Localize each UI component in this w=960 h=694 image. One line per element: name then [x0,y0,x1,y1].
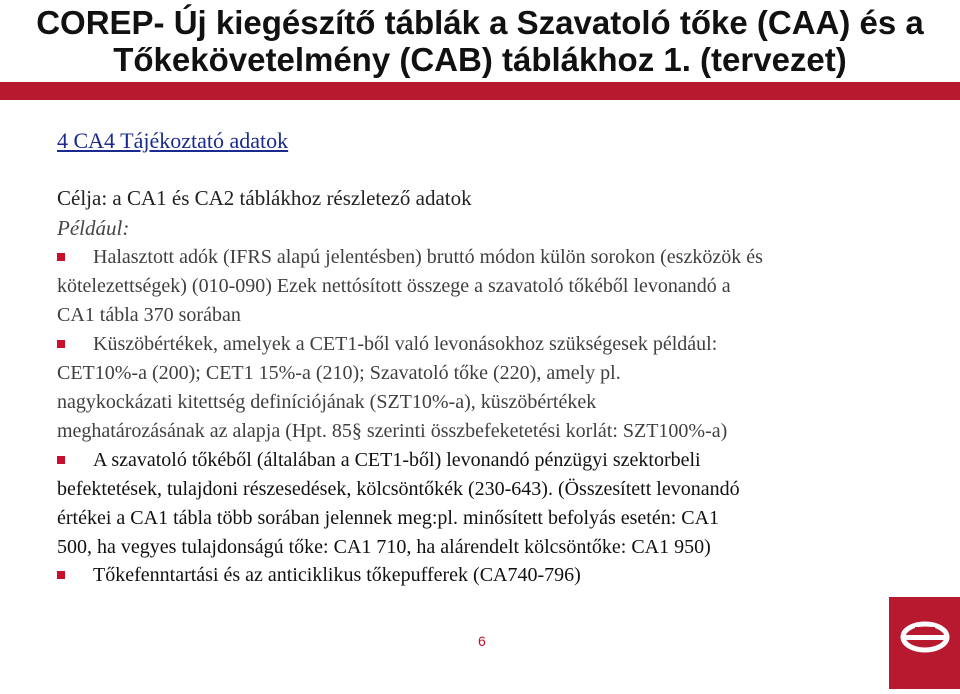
bullet-line: Halasztott adók (IFRS alapú jelentésben) bruttó módon külön sorokon (eszközök és [93,246,763,268]
slide-title [0,4,960,78]
bullet-line: CET10%-a (200); CET1 15%-a (210); Szavatoló tőke (220), amely pl. [57,362,621,384]
bullet-item-thresholds [57,330,937,446]
bullet-line: meghatározásának az alapja (Hpt. 85§ szerinti összbefeketetési korlát: SZT100%-a) [57,420,728,442]
bullet-line: kötelezettségek) (010-090) Ezek nettósított összege a szavatoló tőkéből levonandó a [57,275,731,297]
purpose-text: Célja: a CA1 és CA2 táblákhoz részletező adatok [57,186,472,210]
slide-title-line-2: Tőkekövetelmény (CAB) táblákhoz 1. (tervezet) [113,41,847,78]
institution-logo [889,597,960,689]
bullet-line: 500, ha vegyes tulajdonságú tőke: CA1 710, ha alárendelt kölcsöntőke: CA1 950) [57,536,711,558]
bullet-line: Küszöbértékek, amelyek a CET1-ből való levonásokhoz szükségesek például: [93,333,718,355]
title-divider-bar [0,82,960,100]
logo-mark-icon [889,597,960,689]
square-bullet-icon [57,571,65,579]
bullet-line: értékei a CA1 tábla több sorában jelennek meg:pl. minősített befolyás esetén: CA1 [57,507,720,529]
bullet-item-deferred-taxes [57,243,937,330]
bullet-item-capital-buffers [57,561,937,590]
square-bullet-icon [57,340,65,348]
bullet-line: nagykockázati kitettség definíciójának (SZT10%-a), küszöbértékek [57,391,597,413]
page-number: 6 [478,633,486,649]
bullet-line: befektetések, tulajdoni részesedések, kölcsöntőkék (230-643). (Összesített levonandó [57,478,740,500]
bullet-line: A szavatoló tőkéből (általában a CET1-ből) levonandó pénzügyi szektorbeli [93,449,701,471]
bullet-line: Tőkefenntartási és az anticiklikus tőkepufferek (CA740-796) [93,564,581,586]
bullet-item-financial-investments [57,446,937,562]
square-bullet-icon [57,456,65,464]
example-label: Például: [57,216,130,240]
bullet-line: CA1 tábla 370 sorában [57,304,241,326]
slide-title-line-1: COREP- Új kiegészítő táblák a Szavatoló tőke (CAA) és a [36,4,924,41]
square-bullet-icon [57,253,65,261]
section-link[interactable]: 4 CA4 Tájékoztató adatok [57,128,289,153]
